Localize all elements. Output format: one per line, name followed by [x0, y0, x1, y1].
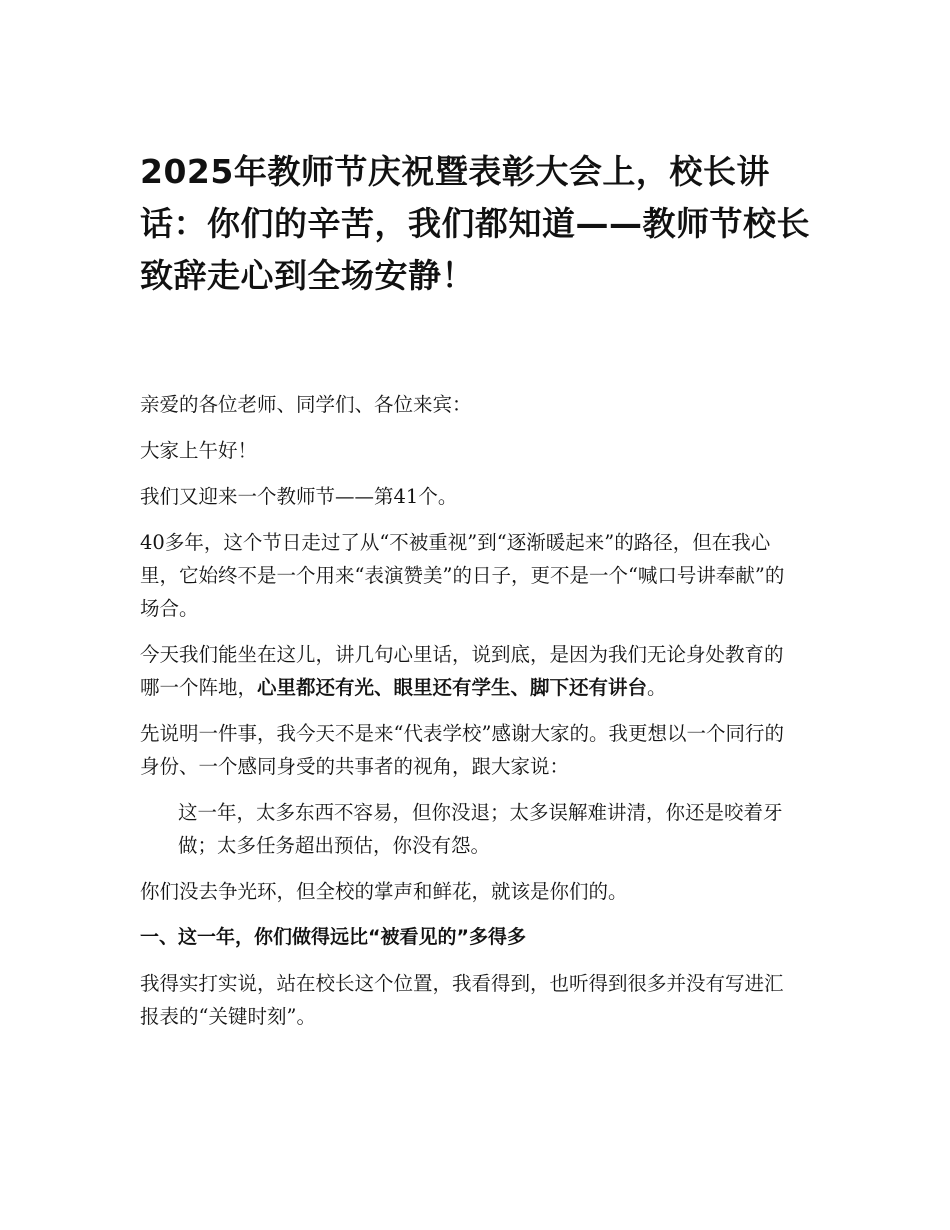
explanation-paragraph: 先说明一件事，我今天不是来“代表学校”感谢大家的。我更想以一个同行的身份、一个感同身受的共事者的视角，跟大家说：	[140, 722, 784, 778]
heart-words-period: 。	[647, 676, 667, 699]
greeting-paragraph: 亲爱的各位老师、同学们、各位来宾：	[140, 393, 472, 416]
quote-paragraph: 这一年，太多东西不容易，但你没退；太多误解难讲清，你还是咬着牙做；太多任务超出预估，你没有怨。	[178, 801, 783, 857]
key-moments-paragraph: 我得实打实说，站在校长这个位置，我看得到，也听得到很多并没有写进汇报表的“关键时刻”。	[140, 972, 784, 1028]
section-heading-1: 一、这一年，你们做得远比“被看见的”多得多	[140, 926, 526, 948]
applause-paragraph: 你们没去争光环，但全校的掌声和鲜花，就该是你们的。	[140, 880, 628, 903]
teachers-day-paragraph: 我们又迎来一个教师节——第41个。	[140, 485, 458, 508]
document-title: 2025年教师节庆祝暨表彰大会上，校长讲话：你们的辛苦，我们都知道——教师节校长致辞走心到全场安静！	[140, 152, 810, 295]
heart-words-paragraph	[140, 638, 800, 704]
good-morning-paragraph: 大家上午好！	[140, 439, 258, 462]
heart-words-text: 今天我们能坐在这儿，讲几句心里话，说到底，是因为我们无论身处教育的哪一个阵地，	[140, 643, 784, 699]
document-body	[140, 388, 800, 1046]
history-paragraph: 40多年，这个节日走过了从“不被重视”到“逐渐暖起来”的路径，但在我心里，它始终不是一个用来“表演赞美”的日子，更不是一个“喊口号讲奉献”的场合。	[140, 531, 785, 620]
heart-words-emphasis: 心里都还有光、眼里还有学生、脚下还有讲台	[257, 676, 648, 699]
